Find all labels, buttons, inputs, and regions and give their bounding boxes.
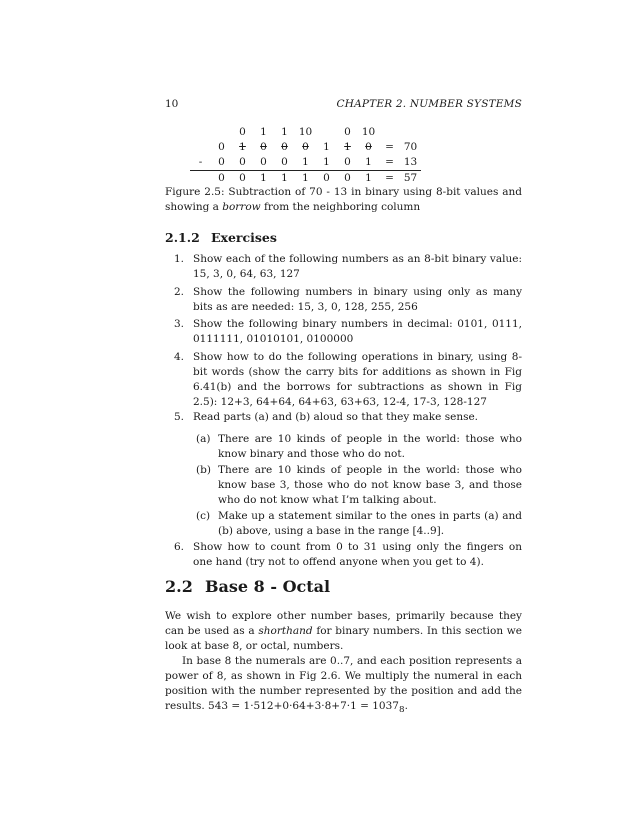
cell: = <box>385 141 394 153</box>
p1-after: for binary numbers. In this section we look at base 8, or octal, numbers. <box>165 625 523 652</box>
cell: 0 <box>232 171 253 187</box>
paragraph-1 <box>165 609 522 654</box>
cell: 10 <box>361 126 376 138</box>
item-text: Show the following binary numbers in decimal: 0101, 0111, 0111111, 01010101, 0100000 <box>193 318 522 345</box>
exercise-item <box>174 285 522 315</box>
subsection-number: 2.1.2 <box>165 230 200 245</box>
cell: 0 <box>218 156 225 168</box>
item-label: 5. <box>174 411 185 423</box>
cell <box>211 125 232 140</box>
item-label: 3. <box>174 318 185 330</box>
subitem-text: There are 10 kinds of people in the world: those who know binary and those who do not. <box>218 433 522 460</box>
cell: 0 <box>344 126 351 138</box>
cell <box>316 125 337 140</box>
exercise-item <box>174 350 522 410</box>
exercise-item <box>174 540 522 570</box>
item-label: 2. <box>174 286 185 298</box>
subsection-title: Exercises <box>211 230 277 245</box>
cell: 1 <box>295 171 316 187</box>
cell: 0 <box>344 156 351 168</box>
item-text: Read parts (a) and (b) aloud so that they make sense. <box>193 411 479 423</box>
cell: 0 <box>239 126 246 138</box>
cell: 0 <box>281 141 288 153</box>
cell: 1 <box>253 171 274 187</box>
cell: 0 <box>260 141 267 153</box>
cell: 0 <box>211 171 232 187</box>
cell: 0 <box>316 171 337 187</box>
item-label: 4. <box>174 351 185 363</box>
borrow-row <box>190 125 421 140</box>
cell: 0 <box>365 141 372 153</box>
subitem-label: (a) <box>196 433 211 445</box>
p2-subscript: 8 <box>398 705 405 716</box>
exercise-subitem <box>196 509 522 539</box>
cell <box>190 140 211 155</box>
section-number: 2.2 <box>165 577 193 596</box>
cell: 1 <box>281 126 288 138</box>
cell: = <box>385 156 394 168</box>
cell: 1 <box>323 141 330 153</box>
subitem-text: There are 10 kinds of people in the world: those who know base 3, those who do not know base 3, and those who do not know what I’m talking about. <box>218 464 522 506</box>
figure-caption <box>165 185 522 215</box>
page-number: 10 <box>165 98 179 110</box>
exercise-subitem <box>196 463 522 508</box>
cell <box>190 125 211 140</box>
p2-text: In base 8 the numerals are 0..7, and each position represents a power of 8, as shown in Fig 2.6. We multiply the numeral in each position with the number represented by the position and add the results. 543 = 1·512+0·64+3·8+7·1 = <box>165 655 522 712</box>
result-row <box>190 171 421 187</box>
exercise-item <box>174 317 522 347</box>
cell: 70 <box>403 141 418 153</box>
cell: 1 <box>239 141 246 153</box>
cell: 0 <box>239 156 246 168</box>
item-label: 1. <box>174 253 185 265</box>
chapter-title: CHAPTER 2. NUMBER SYSTEMS <box>336 98 522 110</box>
cell: 13 <box>403 156 418 168</box>
exercise-item <box>174 410 522 425</box>
item-label: 6. <box>174 541 185 553</box>
figure-label: Figure 2.5: <box>165 186 225 198</box>
cell <box>400 125 421 140</box>
cell: 1 <box>274 171 295 187</box>
item-text: Show each of the following numbers as an 8-bit binary value: 15, 3, 0, 64, 63, 127 <box>193 253 522 280</box>
cell: 1 <box>365 156 372 168</box>
cell <box>190 171 211 187</box>
paragraph-2 <box>165 654 522 718</box>
p1-emphasis: shorthand <box>258 625 313 637</box>
cell: - <box>198 156 203 168</box>
cell: 1 <box>260 126 267 138</box>
cell: 57 <box>400 171 421 187</box>
exercise-item <box>174 252 522 282</box>
figure-text-end: from the neighboring column <box>263 201 421 213</box>
cell: 0 <box>337 171 358 187</box>
item-text: Show how to do the following operations in binary, using 8-bit words (show the carry bits for additions as shown in Fig 6.41(b) and the borrows for subtractions as shown in Fig 2.5): 12+3, 64+64, 64+63, 63+63, 12-4, 17-3, 128-127 <box>193 351 522 408</box>
cell: 1 <box>358 171 379 187</box>
cell: 0 <box>218 141 225 153</box>
section-heading <box>165 579 330 594</box>
p1-before: We wish to explore other number bases, primarily because they can be used as a <box>165 610 522 637</box>
cell: 1 <box>302 156 309 168</box>
minuend-row <box>190 140 421 155</box>
subsection-heading <box>165 230 277 245</box>
cell: 0 <box>260 156 267 168</box>
item-text: Show how to count from 0 to 31 using only the fingers on one hand (try not to offend anyone when you get to 4). <box>193 541 522 568</box>
cell: 0 <box>281 156 288 168</box>
subitem-label: (c) <box>196 510 211 522</box>
figure-emphasis: borrow <box>222 201 261 213</box>
cell: 0 <box>302 141 309 153</box>
cell: 1 <box>344 141 351 153</box>
item-text: Show the following numbers in binary using only as many bits as are needed: 15, 3, 0, 128, 255, 256 <box>193 286 522 313</box>
cell: 10 <box>298 126 313 138</box>
binary-subtraction-table <box>190 125 421 186</box>
running-head <box>165 97 522 113</box>
cell <box>379 125 400 140</box>
exercise-subitem <box>196 432 522 462</box>
figure-text: Subtraction of 70 - 13 in binary using 8-bit values and showing a <box>165 186 522 213</box>
section-title: Base 8 - Octal <box>205 577 331 596</box>
cell: = <box>379 171 400 187</box>
p2-end: . <box>404 700 408 712</box>
subtrahend-row <box>190 155 421 171</box>
p2-value: 1037 <box>372 700 399 712</box>
cell: 1 <box>323 156 330 168</box>
subitem-label: (b) <box>196 464 211 476</box>
subitem-text: Make up a statement similar to the ones in parts (a) and (b) above, using a base in the range [4..9]. <box>218 510 522 537</box>
